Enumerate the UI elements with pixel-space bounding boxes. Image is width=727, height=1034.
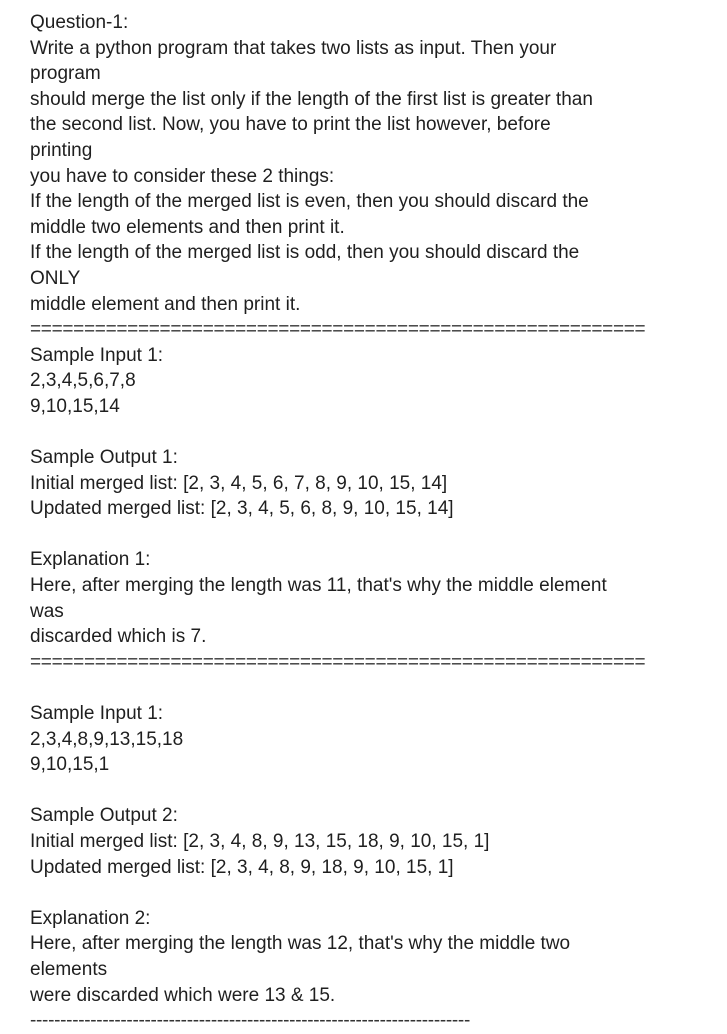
sample-output-label: Sample Output 2: (30, 805, 178, 827)
dash-separator: ------------------------------------------------------------------------- (30, 1010, 470, 1032)
explanation-label: Explanation 2: (30, 907, 151, 929)
sample-input-label: Sample Input 1: (30, 703, 164, 725)
explanation-line: Here, after merging the length was 12, that's why the middle two (30, 933, 571, 955)
question-text-line: middle element and then print it. (30, 293, 301, 315)
blank-line (30, 880, 720, 906)
question-text-line: the second list. Now, you have to print the list however, before (30, 114, 551, 136)
explanation-label: Explanation 1: (30, 549, 151, 571)
explanation-line: elements (30, 958, 108, 980)
sample-input-label: Sample Input 1: (30, 344, 164, 366)
explanation-line: Here, after merging the length was 11, that's why the middle element (30, 575, 607, 597)
sample-input-line: 9,10,15,14 (30, 395, 120, 417)
question-text-line: you have to consider these 2 things: (30, 165, 335, 187)
explanation-line: was (30, 600, 64, 622)
blank-line (30, 522, 720, 548)
explanation-line: were discarded which were 13 & 15. (30, 984, 336, 1006)
question-text-line: If the length of the merged list is odd, then you should discard the (30, 242, 580, 264)
question-text-line: ONLY (30, 267, 81, 289)
sample-input-line: 2,3,4,8,9,13,15,18 (30, 728, 184, 750)
double-separator: ========================================================= (30, 319, 646, 341)
sample-output-line: Initial merged list: [2, 3, 4, 5, 6, 7, 8, 9, 10, 15, 14] (30, 472, 448, 494)
sample-input-line: 2,3,4,5,6,7,8 (30, 370, 136, 392)
sample-output-line: Updated merged list: [2, 3, 4, 5, 6, 8, 9, 10, 15, 14] (30, 498, 454, 520)
explanation-line: discarded which is 7. (30, 626, 207, 648)
sample-output-label: Sample Output 1: (30, 447, 178, 469)
question-text-line: If the length of the merged list is even, then you should discard the (30, 191, 589, 213)
sample-output-line: Initial merged list: [2, 3, 4, 8, 9, 13, 15, 18, 9, 10, 15, 1] (30, 831, 490, 852)
question-text-line: Write a python program that takes two lists as input. Then your (30, 37, 557, 59)
blank-line (30, 420, 720, 446)
blank-line (30, 675, 720, 701)
double-separator: ========================================================= (30, 651, 646, 673)
question-text-line: should merge the list only if the length of the first list is greater than (30, 88, 593, 110)
blank-line (30, 778, 720, 804)
question-text-line: printing (30, 139, 93, 161)
question-text-line: program (30, 63, 101, 85)
sample-output-line: Updated merged list: [2, 3, 4, 8, 9, 18, 9, 10, 15, 1] (30, 856, 454, 878)
problem-document (30, 10, 720, 1034)
question-text-line: middle two elements and then print it. (30, 216, 345, 238)
sample-input-line: 9,10,15,1 (30, 754, 110, 776)
question-title: Question-1: (30, 12, 129, 33)
